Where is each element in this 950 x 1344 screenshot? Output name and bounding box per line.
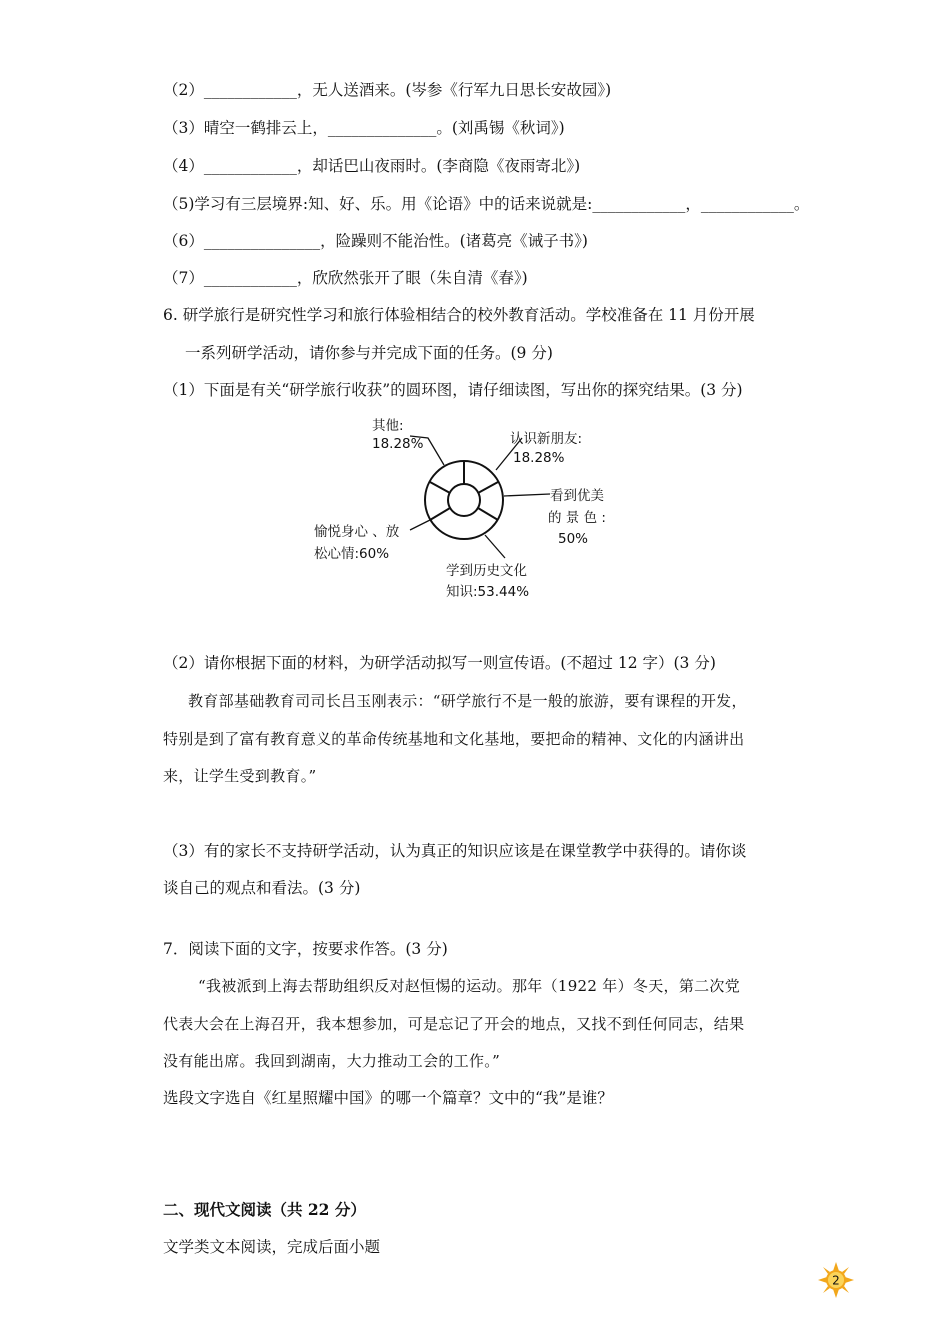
fill-in-line-7: （7）____________，欣欣然张开了眼（朱自清《春》) [163,269,528,287]
label-history-value: 知识:53.44% [446,584,530,600]
ring-divider-3 [478,508,498,520]
q6-stem-line1: 6. 研学旅行是研究性学习和旅行体验相结合的校外教育活动。学校准备在 11 月份开展 [163,306,755,324]
q6-stem-line2: 一系列研学活动，请你参与并完成下面的任务。(9 分) [185,344,553,362]
material-line-2: 特别是到了富有教育意义的革命传统基地和文化基地，要把命的精神、文化的内涵讲出 [163,730,745,748]
section2-subtitle: 文学类文本阅读，完成后面小题 [163,1238,381,1256]
label-other-value: 18.28% [372,436,424,452]
label-scenery-name-1: 看到优美 [550,488,604,504]
leader-relax [410,520,430,530]
label-relax-value: 松心情:60% [314,546,390,562]
q6-sub3-line2: 谈自己的观点和看法。(3 分) [163,879,361,897]
section2-title: 二、现代文阅读（共 22 分） [163,1200,366,1219]
ring-inner [448,484,480,516]
q7-quote-line-2: 代表大会在上海召开，我本想参加，可是忘记了开会的地点，又找不到任何同志，结果 [163,1015,745,1033]
label-scenery-name-2: 的 景 色 : [548,510,606,526]
leader-scenery [504,494,550,496]
page-number-badge [818,1262,854,1298]
q7-quote-line-3: 没有能出席。我回到湖南，大力推动工会的工作。” [163,1052,501,1070]
ring-divider-5 [430,482,450,493]
ring-divider-4 [430,508,450,520]
q6-sub1: （1）下面是有关“研学旅行收获”的圆环图，请仔细读图，写出你的探究结果。(3 分) [163,381,743,399]
material-line-3: 来，让学生受到教育。” [163,767,317,785]
fill-in-line-5: （5)学习有三层境界:知、好、乐。用《论语》中的话来说就是:____________，____________。 [163,195,810,213]
ring-divider-2 [478,482,498,493]
material-line-1: 教育部基础教育司司长吕玉刚表示：“研学旅行不是一般的旅游，要有课程的开发， [188,692,747,710]
label-friends-value: 18.28% [513,450,565,466]
label-friends-name: 认识新朋友: [510,431,583,447]
label-relax-name: 愉悦身心 、放 [314,524,400,540]
page-number: 2 [832,1273,840,1288]
label-history-name: 学到历史文化 [446,563,527,579]
q7-quote-line-1: “我被派到上海去帮助组织反对赵恒惕的运动。那年（1922 年）冬天，第二次党 [198,977,741,995]
fill-in-line-6: （6）_______________，险躁则不能治性。(诸葛亮《诫子书》) [163,232,588,250]
q7-title: 7．阅读下面的文字，按要求作答。(3 分) [163,940,448,958]
label-scenery-value: 50% [558,531,589,547]
fill-in-line-3: （3）晴空一鹤排云上，______________。(刘禹锡《秋词》) [163,119,565,137]
fill-in-line-4: （4）____________，却话巴山夜雨时。(李商隐《夜雨寄北》) [163,157,581,175]
ring-chart [310,410,610,605]
q6-sub3-line1: （3）有的家长不支持研学活动，认为真正的知识应该是在课堂教学中获得的。请你谈 [163,842,747,860]
label-other-name: 其他: [372,418,404,434]
fill-in-line-2: （2）____________，无人送酒来。(岑参《行军九日思长安故园》) [163,81,612,99]
q7-question: 选段文字选自《红星照耀中国》的哪一个篇章？文中的“我”是谁？ [163,1089,613,1107]
leader-history [485,535,505,558]
q6-sub2: （2）请你根据下面的材料，为研学活动拟写一则宣传语。(不超过 12 字）(3 分) [163,654,716,672]
